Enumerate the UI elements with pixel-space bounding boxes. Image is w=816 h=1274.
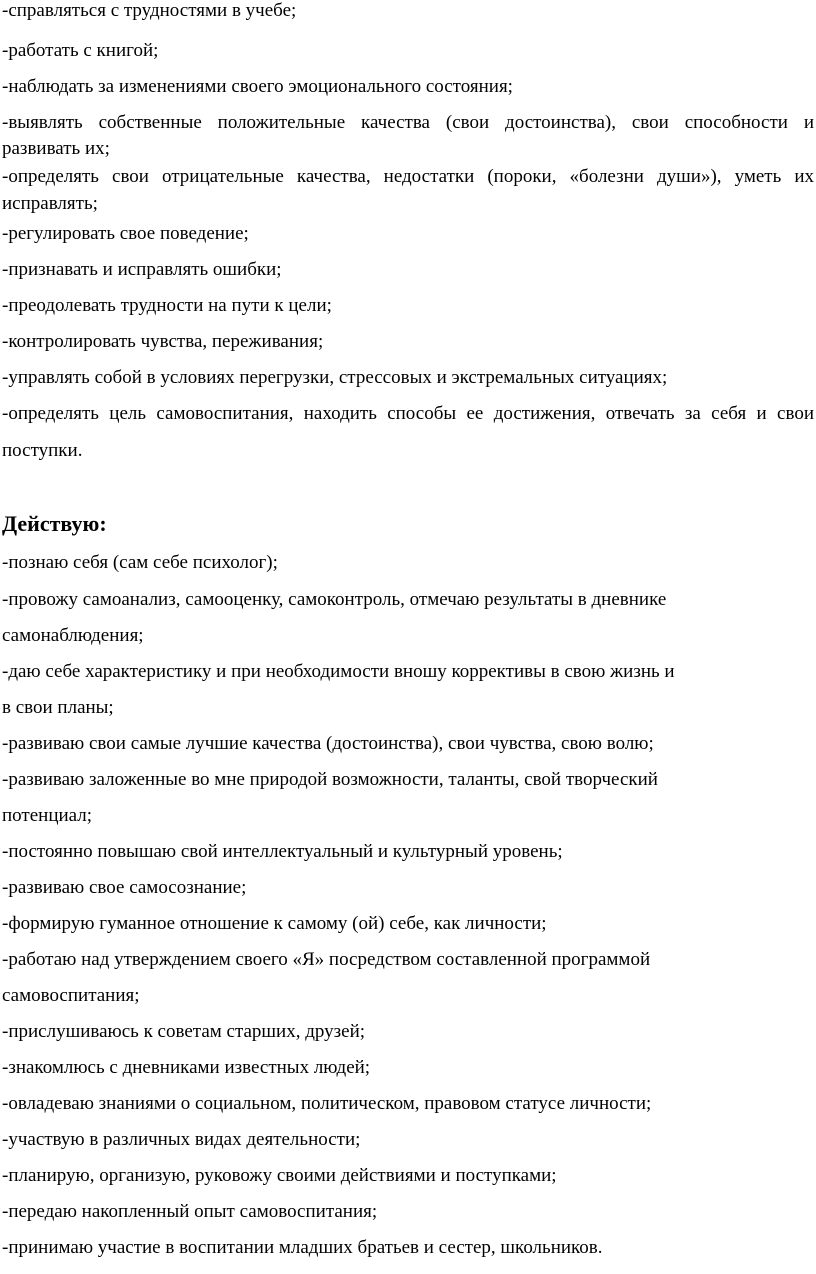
action-line: -развиваю заложенные во мне природой возможности, таланты, свой творческий <box>2 769 658 790</box>
action-line: -участвую в различных видах деятельности; <box>2 1129 361 1150</box>
action-line: -развиваю свое самосознание; <box>2 877 247 898</box>
action-line: -планирую, организую, руковожу своими действиями и поступками; <box>2 1165 557 1186</box>
skill-line: развивать их; <box>2 138 110 159</box>
action-line: самонаблюдения; <box>2 625 144 646</box>
action-line: -работаю над утверждением своего «Я» посредством составленной программой <box>2 949 651 970</box>
action-line: -даю себе характеристику и при необходимости вношу коррективы в свою жизнь и <box>2 661 675 682</box>
skill-line: -признавать и исправлять ошибки; <box>2 259 282 280</box>
action-line: -прислушиваюсь к советам старших, друзей; <box>2 1021 366 1042</box>
skill-line: -управлять собой в условиях перегрузки, стрессовых и экстремальных ситуациях; <box>2 367 668 388</box>
skill-line: -выявлять собственные положительные качества (свои достоинства), свои способности и <box>2 112 814 133</box>
action-line: -провожу самоанализ, самооценку, самоконтроль, отмечаю результаты в дневнике <box>2 589 667 610</box>
action-line: самовоспитания; <box>2 985 140 1006</box>
action-line: -формирую гуманное отношение к самому (ой) себе, как личности; <box>2 913 547 934</box>
skill-line: -наблюдать за изменениями своего эмоционального состояния; <box>2 76 513 97</box>
action-line: -овладеваю знаниями о социальном, политическом, правовом статусе личности; <box>2 1093 652 1114</box>
skill-line: -работать с книгой; <box>2 40 159 61</box>
skill-line: -регулировать свое поведение; <box>2 223 249 244</box>
action-line: -развиваю свои самые лучшие качества (достоинства), свои чувства, свою волю; <box>2 733 654 754</box>
skill-line: -справляться с трудностями в учебе; <box>2 0 297 21</box>
action-line: -постоянно повышаю свой интеллектуальный и культурный уровень; <box>2 841 563 862</box>
skill-line: исправлять; <box>2 193 98 214</box>
section-heading: Действую: <box>2 511 107 536</box>
action-line: -знакомлюсь с дневниками известных людей; <box>2 1057 371 1078</box>
action-line: -передаю накопленный опыт самовоспитания; <box>2 1201 378 1222</box>
skill-line: -преодолевать трудности на пути к цели; <box>2 295 332 316</box>
action-line: -принимаю участие в воспитании младших братьев и сестер, школьников. <box>2 1237 603 1258</box>
skill-line: -определять свои отрицательные качества, недостатки (пороки, «болезни души»), уметь их <box>2 166 814 187</box>
action-line: -познаю себя (сам себе психолог); <box>2 552 278 573</box>
action-line: в свои планы; <box>2 697 114 718</box>
skill-line: -контролировать чувства, переживания; <box>2 331 324 352</box>
skill-line: поступки. <box>2 440 83 461</box>
action-line: потенциал; <box>2 805 93 826</box>
skill-line: -определять цель самовоспитания, находить способы ее достижения, отвечать за себя и свои <box>2 403 814 424</box>
